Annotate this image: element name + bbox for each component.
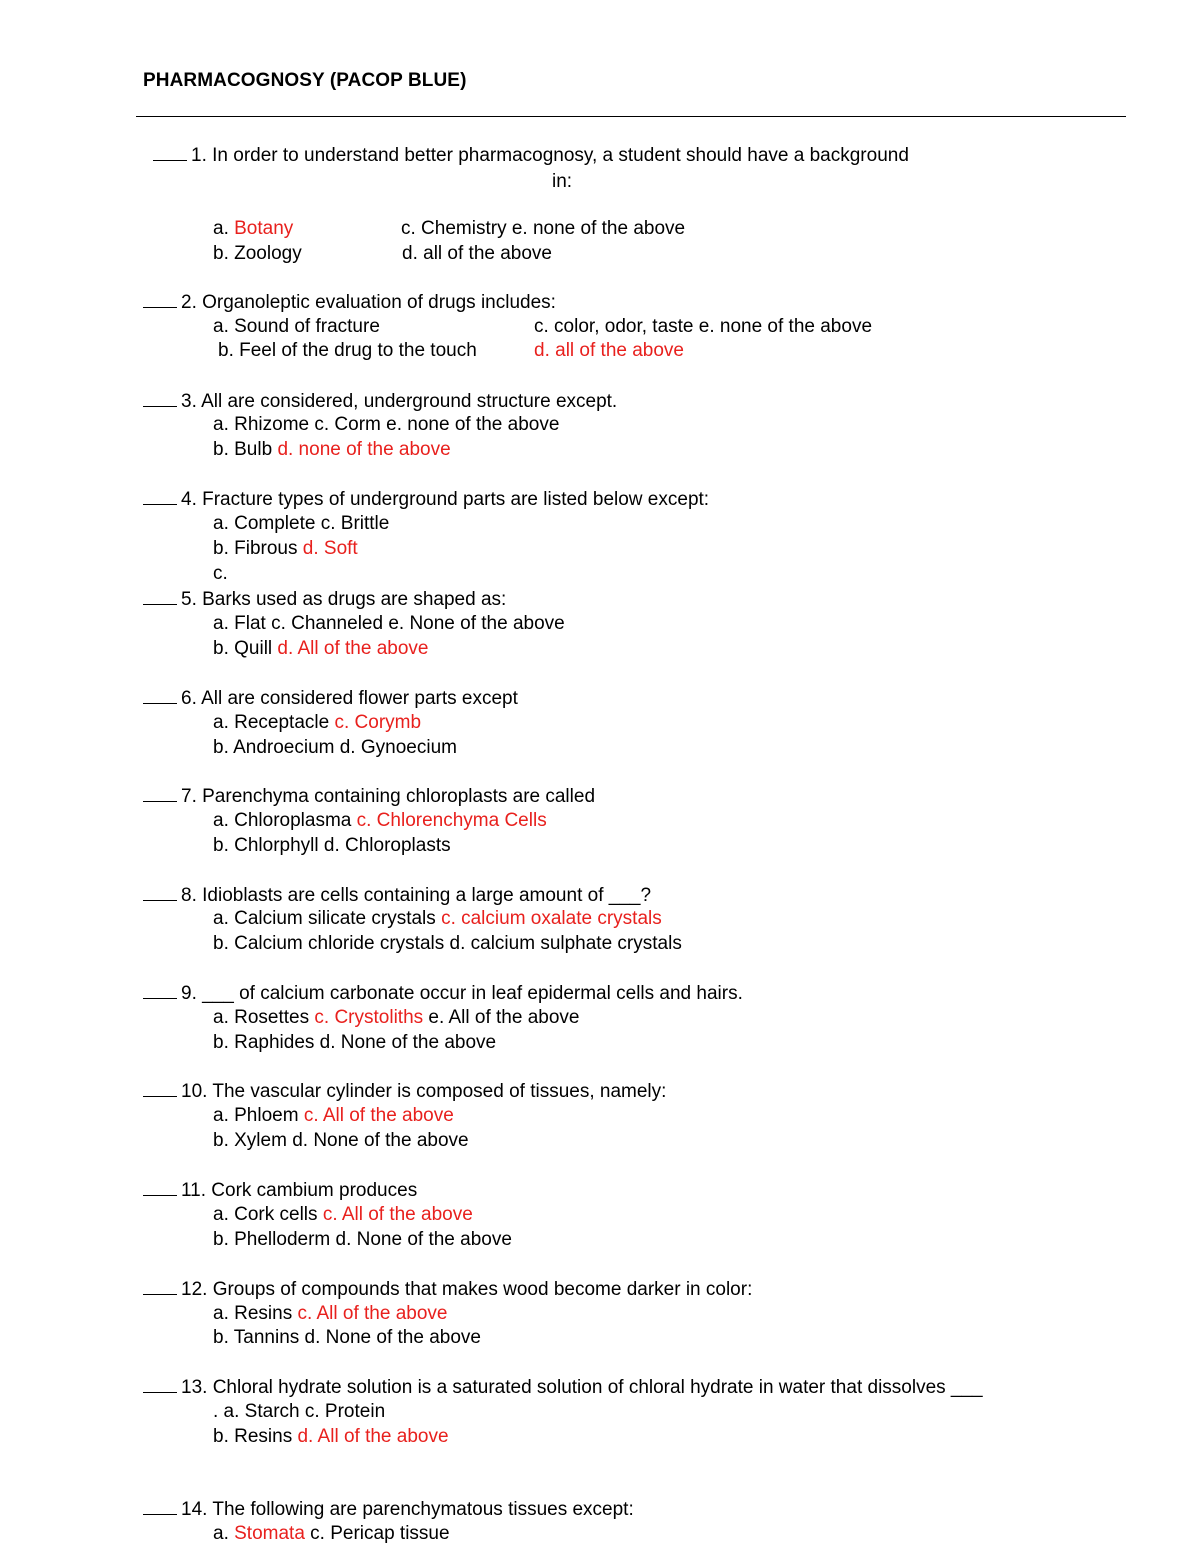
correct-answer: d. all of the above xyxy=(534,340,684,361)
document-title: PHARMACOGNOSY (PACOP BLUE) xyxy=(143,70,467,91)
answer-blank[interactable] xyxy=(143,1277,177,1295)
answer-blank[interactable] xyxy=(143,290,177,308)
answer-blank[interactable] xyxy=(143,389,177,407)
question-12-stem: 12. Groups of compounds that makes wood become darker in color: xyxy=(143,1277,752,1302)
question-5-stem: 5. Barks used as drugs are shaped as: xyxy=(143,587,506,612)
question-9-stem: 9. ___ of calcium carbonate occur in leaf epidermal cells and hairs. xyxy=(143,981,743,1006)
answer-blank[interactable] xyxy=(143,587,177,605)
correct-answer: d. All of the above xyxy=(297,1426,449,1447)
question-11-stem: 11. Cork cambium produces xyxy=(143,1178,417,1203)
question-10-stem: 10. The vascular cylinder is composed of tissues, namely: xyxy=(143,1079,666,1104)
correct-answer: c. All of the above xyxy=(322,1204,473,1225)
correct-answer: Botany xyxy=(234,218,294,239)
correct-answer: d. none of the above xyxy=(277,439,451,460)
question-12-options-row-1: a. Resins c. All of the above xyxy=(213,1303,448,1324)
question-4-stem: 4. Fracture types of underground parts are listed below except: xyxy=(143,487,709,512)
question-13-options-row-2: b. Resins d. All of the above xyxy=(213,1426,449,1447)
correct-answer: c. calcium oxalate crystals xyxy=(441,908,662,929)
title-divider xyxy=(136,116,1126,117)
question-2-options-row-1-rest: c. color, odor, taste e. none of the above xyxy=(534,316,873,337)
answer-blank[interactable] xyxy=(143,784,177,802)
question-14-options-row-1: a. Stomata c. Pericap tissue xyxy=(213,1523,450,1544)
question-9-options-row-2: b. Raphides d. None of the above xyxy=(213,1032,497,1053)
question-1-options-row-2-rest: d. all of the above xyxy=(402,243,552,264)
question-4-options-row-3: c. xyxy=(213,563,228,584)
question-1-options-row-2: b. Zoology xyxy=(213,243,302,264)
question-2-options-row-1: a. Sound of fracture xyxy=(213,316,380,337)
correct-answer: d. All of the above xyxy=(277,638,429,659)
question-1-stem: 1. In order to understand better pharmacognosy, a student should have a background xyxy=(153,143,909,168)
question-13-options-row-1: . a. Starch c. Protein xyxy=(213,1401,386,1422)
answer-blank[interactable] xyxy=(143,1178,177,1196)
question-13-stem: 13. Chloral hydrate solution is a saturated solution of chloral hydrate in water that dissolves ___ xyxy=(143,1375,983,1400)
question-2-options-row-2: b. Feel of the drug to the touch xyxy=(218,340,477,361)
question-1-options-row-1: a. Botany xyxy=(213,218,294,239)
question-6-options-row-1: a. Receptacle c. Corymb xyxy=(213,712,422,733)
answer-blank[interactable] xyxy=(143,883,177,901)
correct-answer: c. Crystoliths xyxy=(314,1007,424,1028)
question-3-stem: 3. All are considered, underground structure except. xyxy=(143,389,617,414)
question-5-options-row-1: a. Flat c. Channeled e. None of the above xyxy=(213,613,565,634)
question-4-options-row-1: a. Complete c. Brittle xyxy=(213,513,390,534)
question-9-options-row-1: a. Rosettes c. Crystoliths e. All of the above xyxy=(213,1007,580,1028)
answer-blank[interactable] xyxy=(143,1079,177,1097)
correct-answer: c. Chlorenchyma Cells xyxy=(356,810,547,831)
answer-blank[interactable] xyxy=(143,981,177,999)
question-1-options-row-1-rest: c. Chemistry e. none of the above xyxy=(401,218,686,239)
question-8-stem: 8. Idioblasts are cells containing a large amount of ___? xyxy=(143,883,651,908)
correct-answer: c. All of the above xyxy=(303,1105,454,1126)
question-6-stem: 6. All are considered flower parts except xyxy=(143,686,518,711)
correct-answer: c. All of the above xyxy=(297,1303,448,1324)
answer-blank[interactable] xyxy=(143,487,177,505)
correct-answer: c. Corymb xyxy=(334,712,422,733)
question-3-options-row-1: a. Rhizome c. Corm e. none of the above xyxy=(213,414,560,435)
question-10-options-row-1: a. Phloem c. All of the above xyxy=(213,1105,454,1126)
question-14-stem: 14. The following are parenchymatous tissues except: xyxy=(143,1497,634,1522)
question-8-options-row-1: a. Calcium silicate crystals c. calcium oxalate crystals xyxy=(213,908,662,929)
question-12-options-row-2: b. Tannins d. None of the above xyxy=(213,1327,481,1348)
answer-blank[interactable] xyxy=(143,686,177,704)
question-3-options-row-2: b. Bulb d. none of the above xyxy=(213,439,451,460)
correct-answer: Stomata xyxy=(234,1523,305,1544)
question-4-options-row-2: b. Fibrous d. Soft xyxy=(213,538,358,559)
correct-answer: d. Soft xyxy=(302,538,358,559)
answer-blank[interactable] xyxy=(153,143,187,161)
question-7-options-row-2: b. Chlorphyll d. Chloroplasts xyxy=(213,835,451,856)
question-11-options-row-1: a. Cork cells c. All of the above xyxy=(213,1204,473,1225)
question-6-options-row-2: b. Androecium d. Gynoecium xyxy=(213,737,457,758)
answer-blank[interactable] xyxy=(143,1497,177,1515)
question-1-stem-cont: in: xyxy=(552,171,573,192)
question-11-options-row-2: b. Phelloderm d. None of the above xyxy=(213,1229,512,1250)
question-7-options-row-1: a. Chloroplasma c. Chlorenchyma Cells xyxy=(213,810,547,831)
answer-blank[interactable] xyxy=(143,1375,177,1393)
question-7-stem: 7. Parenchyma containing chloroplasts are called xyxy=(143,784,595,809)
question-10-options-row-2: b. Xylem d. None of the above xyxy=(213,1130,469,1151)
question-2-stem: 2. Organoleptic evaluation of drugs includes: xyxy=(143,290,556,315)
question-8-options-row-2: b. Calcium chloride crystals d. calcium sulphate crystals xyxy=(213,933,682,954)
question-5-options-row-2: b. Quill d. All of the above xyxy=(213,638,429,659)
